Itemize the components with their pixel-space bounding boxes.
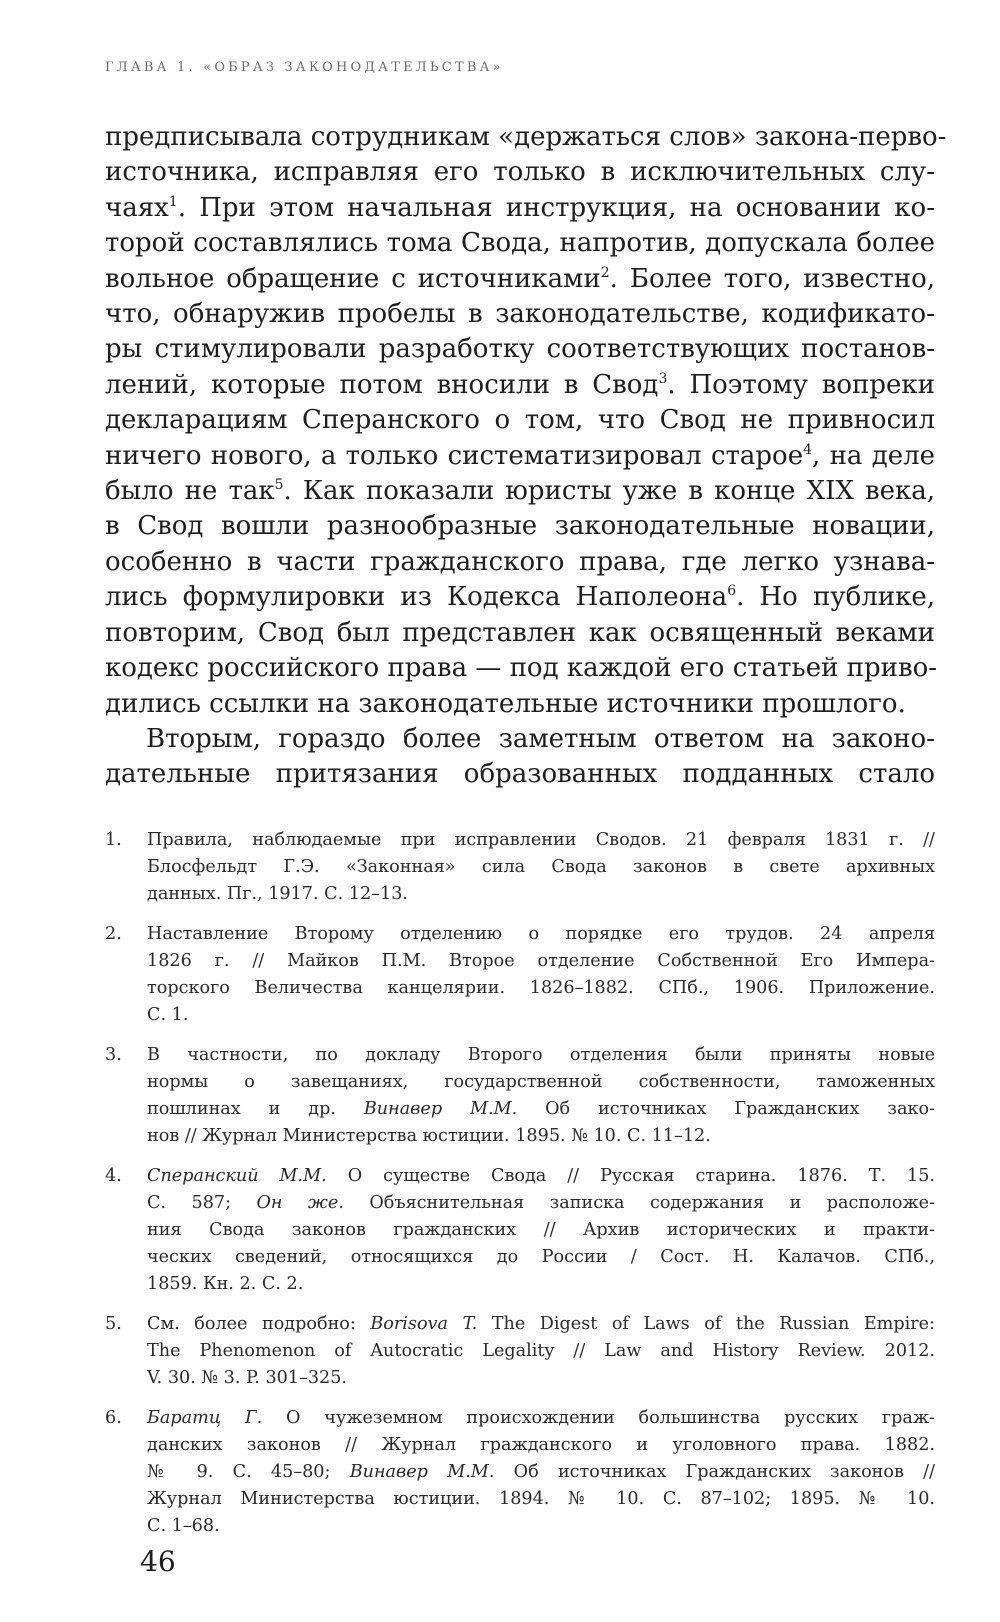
footnote-line: С. 1. bbox=[147, 1005, 189, 1025]
footnote-line: № 9. С. 45–80; Винавер М.М. Об источниках Гражданских законов // bbox=[147, 1462, 936, 1482]
text-line: декларациям Сперанского о том, что Свод не привносил bbox=[105, 405, 935, 436]
running-header: ГЛАВА 1. «ОБРАЗ ЗАКОНОДАТЕЛЬСТВА» bbox=[105, 60, 504, 75]
main-text bbox=[105, 120, 947, 793]
footnote-marker: 3 bbox=[658, 370, 668, 387]
text-line: ничего нового, а только систематизировал старое$^4$, на деле bbox=[105, 440, 935, 471]
footnote-marker: 4 bbox=[803, 441, 813, 458]
footnote-line: Баратц Г. О чужеземном происхождении большинства русских граж- bbox=[147, 1408, 936, 1428]
text-line: вольное обращение с источниками$^2$. Более того, известно, bbox=[105, 263, 935, 294]
footnote-number: 5. bbox=[105, 1314, 122, 1334]
footnote bbox=[105, 827, 935, 908]
footnote-number: 1. bbox=[105, 830, 122, 850]
footnote-marker: 2 bbox=[600, 264, 610, 281]
footnote-line: 1859. Кн. 2. С. 2. bbox=[147, 1274, 304, 1294]
text-line: дились ссылки на законодательные источники прошлого. bbox=[105, 688, 906, 719]
footnote-line: пошлинах и др. Винавер М.М. Об источниках Гражданских зако- bbox=[147, 1099, 935, 1119]
footnote-line: ния Свода законов гражданских // Архив исторических и практи- bbox=[147, 1220, 935, 1240]
footnote-number: 4. bbox=[105, 1166, 122, 1186]
text-line: чаях$^1$. При этом начальная инструкция, на основании ко- bbox=[105, 192, 935, 223]
page-number: 46 bbox=[140, 1545, 176, 1578]
text-line: в Свод вошли разнообразные законодательные новации, bbox=[105, 511, 935, 542]
footnote-marker: 1 bbox=[168, 193, 178, 210]
footnote-line: нормы о завещаниях, государственной собственности, таможенных bbox=[147, 1072, 935, 1092]
text-line: лись формулировки из Кодекса Наполеона$^6$. Но публике, bbox=[105, 582, 936, 613]
footnote-line: ческих сведений, относящихся до России / Сост. Н. Калачов. СПб., bbox=[147, 1247, 935, 1267]
footnote bbox=[105, 1163, 935, 1298]
footnote bbox=[105, 921, 935, 1029]
footnote-number: 3. bbox=[105, 1045, 122, 1065]
footnote-line: Наставление Второму отделению о порядке его трудов. 24 апреля bbox=[147, 924, 935, 944]
text-line: ры стимулировали разработку соответствующих постанов- bbox=[105, 334, 935, 365]
text-line: повторим, Свод был представлен как освященный веками bbox=[105, 617, 935, 648]
footnote-line: 1826 г. // Майков П.М. Второе отделение Собственной Его Импера- bbox=[147, 951, 935, 971]
footnote-number: 6. bbox=[105, 1408, 122, 1428]
text-line: дательные притязания образованных подданных стало bbox=[105, 759, 935, 790]
footnote-marker: 5 bbox=[274, 477, 284, 494]
footnote-line: См. более подробно: Borisova T. The Digest of Laws of the Russian Empire: bbox=[147, 1314, 935, 1334]
text-line: что, обнаружив пробелы в законодательстве, кодификато- bbox=[105, 299, 935, 330]
footnote bbox=[105, 1405, 935, 1540]
footnote-line: нов // Журнал Министерства юстиции. 1895. № 10. С. 11–12. bbox=[147, 1126, 711, 1146]
footnote-line: С. 1–68. bbox=[147, 1516, 220, 1536]
footnote bbox=[105, 1311, 935, 1392]
text-line: особенно в части гражданского права, где легко узнава- bbox=[105, 546, 935, 577]
footnote-number: 2. bbox=[105, 924, 122, 944]
footnotes bbox=[105, 827, 935, 1553]
footnote-line: Сперанский М.М. О существе Свода // Русская старина. 1876. Т. 15. bbox=[147, 1166, 935, 1186]
footnote-line: данных. Пг., 1917. С. 12–13. bbox=[147, 884, 408, 904]
text-line: кодекс российского права — под каждой его статьей приво- bbox=[105, 653, 938, 684]
footnote-line: The Phenomenon of Autocratic Legality // Law and History Review. 2012. bbox=[147, 1341, 935, 1361]
text-line: источника, исправляя его только в исключительных слу- bbox=[105, 157, 935, 188]
footnote-line: Блосфельдт Г.Э. «Законная» сила Свода законов в свете архивных bbox=[147, 857, 935, 877]
footnote bbox=[105, 1042, 935, 1150]
footnote-line: С. 587; Он же. Объяснительная записка содержания и расположе- bbox=[147, 1193, 936, 1213]
text-line: лений, которые потом вносили в Свод$^3$. Поэтому вопреки bbox=[105, 369, 935, 400]
footnote-marker: 6 bbox=[727, 583, 737, 600]
footnote-line: Журнал Министерства юстиции. 1894. № 10. С. 87–102; 1895. № 10. bbox=[147, 1489, 935, 1509]
text-line: было не так$^5$. Как показали юристы уже в конце XIX века, bbox=[105, 476, 936, 507]
footnote-line: V. 30. № 3. P. 301–325. bbox=[147, 1368, 348, 1388]
footnote-line: Правила, наблюдаемые при исправлении Сводов. 21 февраля 1831 г. // bbox=[147, 830, 935, 850]
text-line: торой составлялись тома Свода, напротив, допускала более bbox=[105, 228, 935, 259]
footnote-line: В частности, по докладу Второго отделения были приняты новые bbox=[147, 1045, 935, 1065]
text-line: предписывала сотрудникам «держаться слов» закона-перво- bbox=[105, 122, 947, 152]
text-line: Вторым, гораздо более заметным ответом на законо- bbox=[146, 723, 935, 754]
footnote-line: торского Величества канцелярии. 1826–1882. СПб., 1906. Приложение. bbox=[147, 978, 935, 998]
footnote-line: данских законов // Журнал гражданского и уголовного права. 1882. bbox=[147, 1435, 935, 1455]
